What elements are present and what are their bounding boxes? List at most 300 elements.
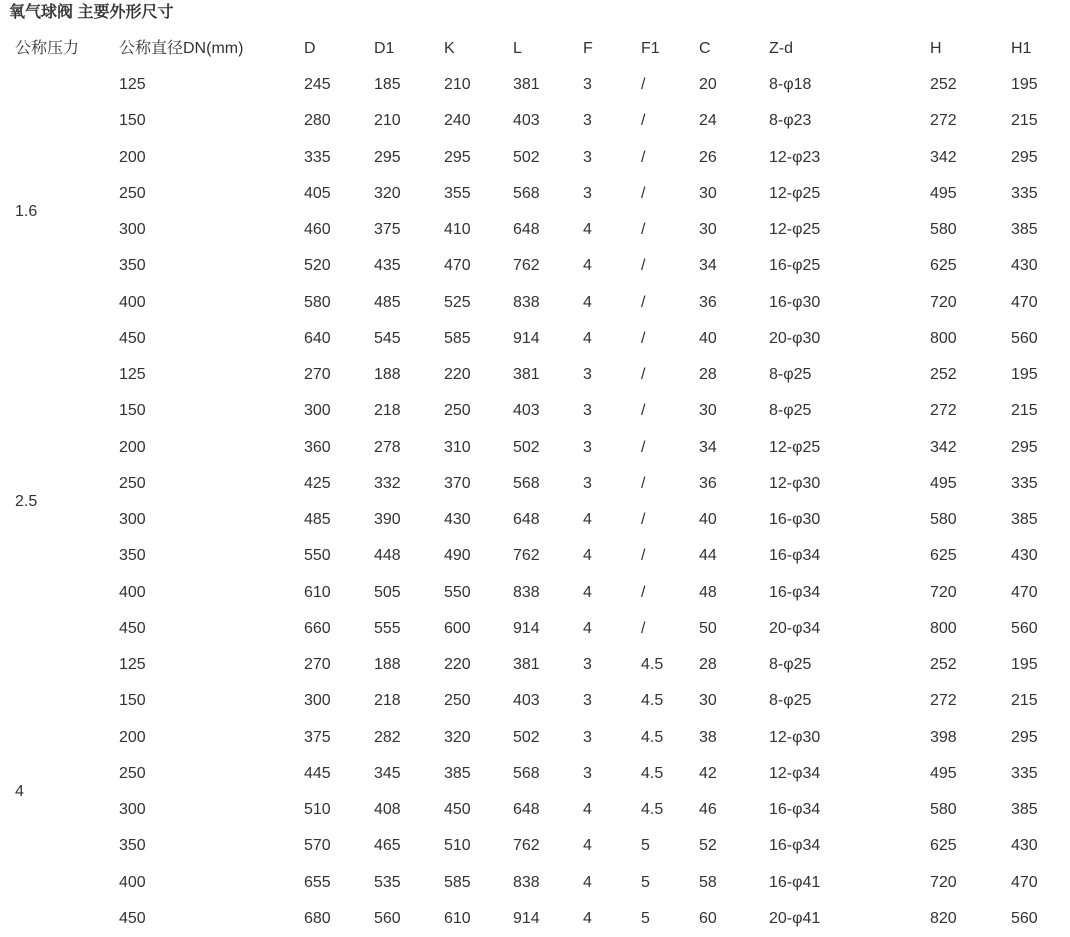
table-cell: 20-φ34 xyxy=(769,619,821,637)
pressure-cell: 2.5 xyxy=(15,493,38,510)
table-cell: 30 xyxy=(699,184,717,202)
table-cell: 370 xyxy=(444,474,471,492)
table-cell: 12-φ30 xyxy=(769,474,821,492)
table-cell: 648 xyxy=(513,221,540,239)
table-cell: 150 xyxy=(119,112,146,130)
table-cell: 3 xyxy=(583,656,592,674)
table-cell: 470 xyxy=(1011,583,1038,601)
table-cell: 218 xyxy=(374,692,401,710)
table-cell: / xyxy=(641,112,646,130)
table-cell: 4 xyxy=(583,837,592,855)
table-cell: 914 xyxy=(513,329,540,347)
table-cell: 485 xyxy=(304,511,331,529)
table-cell: 430 xyxy=(1011,837,1038,855)
table-cell: 385 xyxy=(444,764,471,782)
table-cell: 12-φ30 xyxy=(769,728,821,746)
table-cell: 495 xyxy=(930,764,957,782)
table-cell: 300 xyxy=(119,511,146,529)
table-cell: 560 xyxy=(1011,909,1038,927)
table-cell: 5 xyxy=(641,837,650,855)
table-cell: 4 xyxy=(583,221,592,239)
table-cell: 320 xyxy=(374,184,401,202)
table-cell: 838 xyxy=(513,293,540,311)
table-cell: 16-φ34 xyxy=(769,801,821,819)
table-cell: 12-φ25 xyxy=(769,221,821,239)
table-cell: 448 xyxy=(374,547,401,565)
table-cell: 8-φ25 xyxy=(769,402,812,420)
table-cell: 20-φ41 xyxy=(769,909,821,927)
table-cell: 385 xyxy=(1011,801,1038,819)
table-cell: 385 xyxy=(1011,221,1038,239)
table-cell: 42 xyxy=(699,764,717,782)
table-cell: 270 xyxy=(304,366,331,384)
table-cell: 381 xyxy=(513,656,540,674)
table-cell: 12-φ25 xyxy=(769,184,821,202)
table-cell: 3 xyxy=(583,438,592,456)
column-header: L xyxy=(513,39,522,57)
table-row xyxy=(0,67,1060,103)
table-cell: 625 xyxy=(930,257,957,275)
table-cell: 26 xyxy=(699,148,717,166)
column-header: K xyxy=(444,39,455,57)
table-cell: 300 xyxy=(119,801,146,819)
table-cell: 470 xyxy=(1011,873,1038,891)
table-cell: 4 xyxy=(583,547,592,565)
table-cell: 278 xyxy=(374,438,401,456)
table-cell: 36 xyxy=(699,474,717,492)
table-cell: 335 xyxy=(1011,764,1038,782)
table-cell: 342 xyxy=(930,148,957,166)
table-cell: 240 xyxy=(444,112,471,130)
table-cell: 425 xyxy=(304,474,331,492)
table-cell: 4.5 xyxy=(641,692,664,710)
table-cell: 660 xyxy=(304,619,331,637)
table-cell: 280 xyxy=(304,112,331,130)
column-header: Z-d xyxy=(769,39,793,57)
table-cell: 125 xyxy=(119,656,146,674)
table-cell: 550 xyxy=(444,583,471,601)
table-cell: / xyxy=(641,76,646,94)
pressure-cell: 4 xyxy=(15,783,24,800)
table-cell: 430 xyxy=(1011,257,1038,275)
table-cell: 30 xyxy=(699,402,717,420)
table-cell: 381 xyxy=(513,366,540,384)
column-header: F1 xyxy=(641,39,660,57)
table-cell: 502 xyxy=(513,438,540,456)
table-cell: 403 xyxy=(513,112,540,130)
table-cell: 210 xyxy=(444,76,471,94)
table-cell: 375 xyxy=(374,221,401,239)
table-cell: 385 xyxy=(1011,511,1038,529)
table-cell: 485 xyxy=(374,293,401,311)
table-cell: 8-φ25 xyxy=(769,692,812,710)
table-cell: / xyxy=(641,511,646,529)
table-cell: 38 xyxy=(699,728,717,746)
table-cell: 520 xyxy=(304,257,331,275)
table-cell: 250 xyxy=(119,764,146,782)
table-cell: 4 xyxy=(583,511,592,529)
table-cell: 200 xyxy=(119,728,146,746)
table-cell: 252 xyxy=(930,76,957,94)
table-cell: 450 xyxy=(444,801,471,819)
table-cell: 535 xyxy=(374,873,401,891)
table-cell: 345 xyxy=(374,764,401,782)
table-cell: 560 xyxy=(1011,329,1038,347)
table-cell: 4 xyxy=(583,909,592,927)
table-cell: / xyxy=(641,257,646,275)
table-cell: / xyxy=(641,329,646,347)
table-cell: 490 xyxy=(444,547,471,565)
table-cell: 4 xyxy=(583,801,592,819)
table-cell: 580 xyxy=(930,221,957,239)
table-row xyxy=(0,393,1060,429)
table-cell: 46 xyxy=(699,801,717,819)
table-cell: 300 xyxy=(304,402,331,420)
table-cell: 272 xyxy=(930,692,957,710)
table-cell: 3 xyxy=(583,366,592,384)
table-cell: 568 xyxy=(513,184,540,202)
table-cell: / xyxy=(641,402,646,420)
table-cell: 680 xyxy=(304,909,331,927)
table-cell: 250 xyxy=(119,184,146,202)
table-cell: 8-φ25 xyxy=(769,656,812,674)
table-cell: 914 xyxy=(513,619,540,637)
table-cell: 300 xyxy=(304,692,331,710)
table-cell: 250 xyxy=(444,692,471,710)
table-cell: 720 xyxy=(930,583,957,601)
table-cell: 12-φ34 xyxy=(769,764,821,782)
table-cell: 800 xyxy=(930,329,957,347)
table-cell: 355 xyxy=(444,184,471,202)
table-cell: 335 xyxy=(1011,474,1038,492)
table-cell: 610 xyxy=(444,909,471,927)
table-cell: 4.5 xyxy=(641,728,664,746)
table-row xyxy=(0,756,1060,792)
column-header: D xyxy=(304,39,316,57)
table-cell: 800 xyxy=(930,619,957,637)
table-cell: 3 xyxy=(583,148,592,166)
table-cell: / xyxy=(641,366,646,384)
table-cell: 20-φ30 xyxy=(769,329,821,347)
table-cell: 3 xyxy=(583,728,592,746)
table-cell: 3 xyxy=(583,764,592,782)
table-cell: 762 xyxy=(513,547,540,565)
table-row xyxy=(0,321,1060,357)
table-cell: 34 xyxy=(699,257,717,275)
column-header: F xyxy=(583,39,593,57)
table-row xyxy=(0,538,1060,574)
table-cell: 762 xyxy=(513,257,540,275)
table-cell: 3 xyxy=(583,184,592,202)
table-cell: 4.5 xyxy=(641,801,664,819)
table-cell: 4.5 xyxy=(641,656,664,674)
table-cell: / xyxy=(641,221,646,239)
table-cell: 4.5 xyxy=(641,764,664,782)
table-cell: 295 xyxy=(444,148,471,166)
table-row xyxy=(0,828,1060,864)
table-cell: 400 xyxy=(119,583,146,601)
column-header: 公称直径DN(mm) xyxy=(119,39,244,57)
table-cell: 3 xyxy=(583,76,592,94)
table-cell: 295 xyxy=(374,148,401,166)
table-row xyxy=(0,285,1060,321)
table-cell: 410 xyxy=(444,221,471,239)
table-cell: 218 xyxy=(374,402,401,420)
table-cell: 510 xyxy=(444,837,471,855)
table-cell: 20 xyxy=(699,76,717,94)
table-cell: 28 xyxy=(699,366,717,384)
table-cell: 342 xyxy=(930,438,957,456)
table-cell: 335 xyxy=(304,148,331,166)
table-cell: 30 xyxy=(699,221,717,239)
table-cell: 310 xyxy=(444,438,471,456)
table-cell: 332 xyxy=(374,474,401,492)
table-cell: 450 xyxy=(119,619,146,637)
table-cell: / xyxy=(641,293,646,311)
table-cell: 3 xyxy=(583,402,592,420)
table-cell: 450 xyxy=(119,329,146,347)
table-cell: 3 xyxy=(583,112,592,130)
table-cell: 720 xyxy=(930,873,957,891)
table-cell: 335 xyxy=(1011,184,1038,202)
table-cell: 125 xyxy=(119,76,146,94)
table-cell: 48 xyxy=(699,583,717,601)
table-cell: 16-φ34 xyxy=(769,837,821,855)
table-cell: 403 xyxy=(513,692,540,710)
table-cell: 640 xyxy=(304,329,331,347)
table-cell: / xyxy=(641,148,646,166)
table-cell: 390 xyxy=(374,511,401,529)
table-cell: 215 xyxy=(1011,692,1038,710)
column-header: H xyxy=(930,39,942,57)
table-cell: 495 xyxy=(930,184,957,202)
table-row xyxy=(0,466,1060,502)
table-cell: 350 xyxy=(119,837,146,855)
table-cell: 720 xyxy=(930,293,957,311)
table-cell: 215 xyxy=(1011,402,1038,420)
table-cell: 470 xyxy=(444,257,471,275)
table-cell: 381 xyxy=(513,76,540,94)
table-cell: / xyxy=(641,184,646,202)
table-cell: 560 xyxy=(1011,619,1038,637)
table-cell: 40 xyxy=(699,329,717,347)
table-cell: 60 xyxy=(699,909,717,927)
table-cell: 28 xyxy=(699,656,717,674)
table-cell: 838 xyxy=(513,583,540,601)
table-cell: / xyxy=(641,547,646,565)
table-cell: 4 xyxy=(583,329,592,347)
column-header: D1 xyxy=(374,39,395,57)
table-row xyxy=(0,683,1060,719)
table-row xyxy=(0,720,1060,756)
table-cell: 502 xyxy=(513,728,540,746)
table-row xyxy=(0,792,1060,828)
table-cell: 34 xyxy=(699,438,717,456)
table-cell: 610 xyxy=(304,583,331,601)
table-row xyxy=(0,140,1060,176)
pressure-cell: 1.6 xyxy=(15,203,38,220)
table-cell: 250 xyxy=(119,474,146,492)
table-cell: 580 xyxy=(930,511,957,529)
table-cell: 430 xyxy=(444,511,471,529)
table-cell: 40 xyxy=(699,511,717,529)
table-cell: / xyxy=(641,583,646,601)
table-cell: 648 xyxy=(513,511,540,529)
table-cell: 495 xyxy=(930,474,957,492)
table-cell: 585 xyxy=(444,873,471,891)
table-cell: 188 xyxy=(374,656,401,674)
table-cell: 16-φ41 xyxy=(769,873,821,891)
table-cell: 210 xyxy=(374,112,401,130)
table-cell: 398 xyxy=(930,728,957,746)
column-header: C xyxy=(699,39,711,57)
table-cell: / xyxy=(641,474,646,492)
table-cell: 585 xyxy=(444,329,471,347)
table-cell: 30 xyxy=(699,692,717,710)
table-cell: 914 xyxy=(513,909,540,927)
table-cell: 16-φ30 xyxy=(769,511,821,529)
table-cell: 220 xyxy=(444,366,471,384)
table-cell: 8-φ25 xyxy=(769,366,812,384)
table-cell: 150 xyxy=(119,692,146,710)
table-cell: 188 xyxy=(374,366,401,384)
table-row xyxy=(0,357,1060,393)
table-cell: 502 xyxy=(513,148,540,166)
table-cell: 295 xyxy=(1011,148,1038,166)
table-cell: 4 xyxy=(583,619,592,637)
table-row xyxy=(0,212,1060,248)
table-cell: 195 xyxy=(1011,366,1038,384)
table-cell: 625 xyxy=(930,547,957,565)
table-cell: 545 xyxy=(374,329,401,347)
table-row xyxy=(0,248,1060,284)
column-header: 公称压力 xyxy=(15,39,80,57)
table-cell: 272 xyxy=(930,402,957,420)
table-cell: 295 xyxy=(1011,728,1038,746)
table-cell: 125 xyxy=(119,366,146,384)
table-cell: 460 xyxy=(304,221,331,239)
table-cell: 5 xyxy=(641,909,650,927)
table-cell: 580 xyxy=(930,801,957,819)
table-cell: 195 xyxy=(1011,76,1038,94)
table-cell: 568 xyxy=(513,764,540,782)
table-row xyxy=(0,901,1060,937)
table-row xyxy=(0,575,1060,611)
table-row xyxy=(0,865,1060,901)
page-title: 氧气球阀 主要外形尺寸 xyxy=(9,4,174,21)
table-cell: 360 xyxy=(304,438,331,456)
dimension-table xyxy=(0,30,1060,937)
table-cell: 4 xyxy=(583,873,592,891)
table-cell: 525 xyxy=(444,293,471,311)
table-cell: 50 xyxy=(699,619,717,637)
table-cell: 300 xyxy=(119,221,146,239)
table-cell: 24 xyxy=(699,112,717,130)
table-cell: 350 xyxy=(119,547,146,565)
table-cell: 470 xyxy=(1011,293,1038,311)
table-header-row xyxy=(0,30,1060,67)
table-cell: 270 xyxy=(304,656,331,674)
table-cell: 8-φ23 xyxy=(769,112,812,130)
table-cell: 580 xyxy=(304,293,331,311)
table-cell: 408 xyxy=(374,801,401,819)
table-cell: 405 xyxy=(304,184,331,202)
table-cell: 16-φ34 xyxy=(769,583,821,601)
table-cell: 5 xyxy=(641,873,650,891)
table-cell: 625 xyxy=(930,837,957,855)
table-row xyxy=(0,611,1060,647)
table-row xyxy=(0,502,1060,538)
table-row xyxy=(0,647,1060,683)
table-cell: 403 xyxy=(513,402,540,420)
table-cell: 560 xyxy=(374,909,401,927)
table-cell: 252 xyxy=(930,366,957,384)
table-cell: 430 xyxy=(1011,547,1038,565)
table-cell: 4 xyxy=(583,293,592,311)
table-cell: 250 xyxy=(444,402,471,420)
table-cell: 550 xyxy=(304,547,331,565)
table-row xyxy=(0,103,1060,139)
table-cell: 570 xyxy=(304,837,331,855)
table-cell: 185 xyxy=(374,76,401,94)
table-cell: 195 xyxy=(1011,656,1038,674)
table-cell: 838 xyxy=(513,873,540,891)
table-cell: 648 xyxy=(513,801,540,819)
table-cell: 320 xyxy=(444,728,471,746)
table-cell: 245 xyxy=(304,76,331,94)
table-cell: 568 xyxy=(513,474,540,492)
table-cell: 295 xyxy=(1011,438,1038,456)
table-cell: 36 xyxy=(699,293,717,311)
table-cell: 435 xyxy=(374,257,401,275)
table-cell: 12-φ25 xyxy=(769,438,821,456)
table-cell: 282 xyxy=(374,728,401,746)
table-cell: 400 xyxy=(119,293,146,311)
table-cell: 16-φ25 xyxy=(769,257,821,275)
table-cell: 762 xyxy=(513,837,540,855)
table-cell: 350 xyxy=(119,257,146,275)
table-cell: 375 xyxy=(304,728,331,746)
table-cell: 3 xyxy=(583,692,592,710)
table-cell: 200 xyxy=(119,148,146,166)
table-row xyxy=(0,176,1060,212)
table-cell: 8-φ18 xyxy=(769,76,812,94)
table-cell: 150 xyxy=(119,402,146,420)
table-cell: 44 xyxy=(699,547,717,565)
table-row xyxy=(0,430,1060,466)
table-cell: 16-φ34 xyxy=(769,547,821,565)
table-cell: 400 xyxy=(119,873,146,891)
table-cell: 465 xyxy=(374,837,401,855)
table-cell: 52 xyxy=(699,837,717,855)
table-cell: 445 xyxy=(304,764,331,782)
table-cell: / xyxy=(641,619,646,637)
table-cell: 252 xyxy=(930,656,957,674)
table-cell: 220 xyxy=(444,656,471,674)
table-cell: 16-φ30 xyxy=(769,293,821,311)
table-cell: 215 xyxy=(1011,112,1038,130)
table-cell: 555 xyxy=(374,619,401,637)
table-cell: 600 xyxy=(444,619,471,637)
table-body xyxy=(0,30,1060,937)
table-cell: 820 xyxy=(930,909,957,927)
table-cell: 4 xyxy=(583,583,592,601)
table-cell: 200 xyxy=(119,438,146,456)
table-cell: 450 xyxy=(119,909,146,927)
table-cell: 505 xyxy=(374,583,401,601)
table-cell: 510 xyxy=(304,801,331,819)
table-cell: 3 xyxy=(583,474,592,492)
